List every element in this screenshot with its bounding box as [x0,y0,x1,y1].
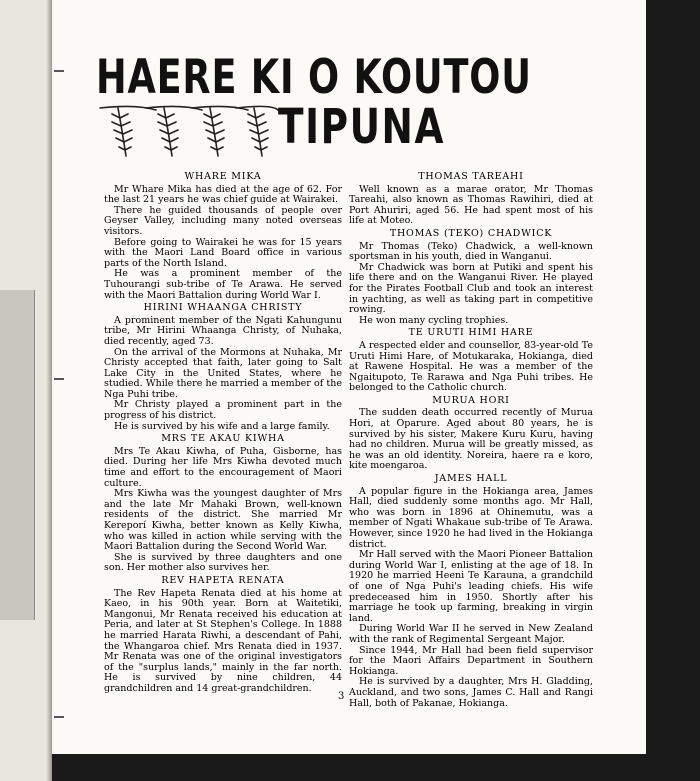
fern-decoration-icon [96,100,281,160]
binding-mark [54,378,64,380]
obituary-hirini-whaanga-christy [104,303,342,432]
obituary-paragraph: Before going to Wairakei he was for 15 years with the Maori Land Board office in various parts of the North Island. [104,236,342,269]
obituary-paragraph: There he guided thousands of people over Geyser Valley, including many noted overseas visitors. [104,204,342,237]
obituary-mrs-te-akau-kiwha [104,434,342,574]
obituary-paragraph: Mrs Kiwha was the youngest daughter of Mrs and the late Mr Mahaki Brown, well-known residents of the district. She married Mr Kereporí Kiwha, better known as Kelly Kiwha, who was killed in action while serving with the Maori Battalion during the Second World War. [104,488,342,553]
obituary-paragraph: During World War II he served in New Zealand with the rank of Regimental Sergeant Major. [349,623,593,645]
obituary-paragraph: Well known as a marae orator, Mr Thomas Tareahi, also known as Thomas Rawihiri, died at Port Ahuriri, aged 56. He had spent most of his life at Moteo. [349,183,593,227]
obituary-heading: MURUA HORI [432,394,510,406]
obituary-murua-hori [349,396,593,472]
obituary-te-uruti-himi-hare [349,328,593,394]
obituary-paragraph: The Rev Hapeta Renata died at his home at Kaeo, in his 90th year. Born at Waitetiki, Mangonui, Mr Renata received his education at Peria, and later at St Stephen's College. In 1888 he married Harata Riwhi, a descendant of Pahi, the Whangaroa chief. Mrs Renata died in 1937. Mr Renata was one of the original investigators of the "surplus lands," mainly in the far north. He is survived by nine children, 44 grandchildren and 14 great-grandchildren. [104,587,342,694]
obituary-heading: WHARE MIKA [184,171,262,182]
page-number: 3 [338,691,345,702]
obituary-paragraph: Mr Hall served with the Maori Pioneer Battalion during World War I, enlisting at the age of 18. In 1920 he married Heeni Te Karauna, a grandchild of one of Nga Puhi's leading chiefs. His wife predeceased him in 1950. Shortly after his marriage he took up farming, breaking in virgin land. [349,549,593,624]
obituary-paragraph: He won many cycling trophies. [359,314,509,326]
obituary-rev-hapeta-renata [104,576,342,695]
obituary-heading: THOMAS TAREAHI [418,171,524,182]
obituary-paragraph: The sudden death occurred recently of Murua Hori, at Oparure. Aged about 80 years, he is survived by his sister, Makere Kuru Kuru, having had no children. Murua will be greatly missed, as he was an old identity. Noreira, haere ra e koro, kite moengaroa. [349,407,593,472]
facing-page-photo-edge [0,290,35,620]
obituary-heading: REV HAPETA RENATA [161,574,285,586]
column-right [349,170,593,709]
obituary-james-hall [349,474,593,709]
obituary-paragraph: Since 1944, Mr Hall had been field supervisor for the Maori Affairs Department in Southern Hokianga. [349,644,593,677]
page-title-line-2: TIPUNA [278,99,445,155]
page-title-line-1: HAERE KI O KOUTOU [96,50,532,105]
obituary-paragraph: Mr Thomas (Teko) Chadwick, a well-known sportsman in his youth, died in Wanganui. [349,240,593,263]
obituary-paragraph: He is survived by his wife and a large family. [114,420,330,432]
obituary-thomas-tareahi [349,172,593,227]
binding-mark [54,716,64,718]
facing-page-edge [0,0,52,781]
obituary-paragraph: He is survived by a daughter, Mrs H. Gladding, Auckland, and two sons, James C. Hall and Rangi Hall, both of Pakanae, Hokianga. [349,676,593,709]
obituary-paragraph: He was a prominent member of the Tuhourangi sub-tribe of Te Arawa. He served with the Maori Battalion during World War I. [104,268,342,301]
obituary-heading: TE URUTI HIMI HARE [408,327,534,339]
binding-mark [54,70,64,72]
obituary-paragraph: Mr Whare Mika has died at the age of 62. For the last 21 years he was chief guide at Wairakei. [104,183,342,206]
obituary-paragraph: On the arrival of the Mormons at Nuhaka, Mr Christy accepted that faith, later going to Salt Lake City in the United States, where he studied. While there he married a member of the Nga Puhi tribe. [104,346,342,400]
column-left [104,170,342,695]
obituary-paragraph: A prominent member of the Ngati Kahungunu tribe, Mr Hirini Whaanga Christy, of Nuhaka, died recently, aged 73. [104,314,342,347]
obituary-whare-mika [104,172,342,301]
obituary-heading: JAMES HALL [434,473,508,485]
obituary-paragraph: Mr Christy played a prominent part in the progress of his district. [104,399,342,422]
obituary-paragraph: She is survived by three daughters and one son. Her mother also survives her. [104,551,342,574]
obituary-heading: THOMAS (TEKO) CHADWICK [389,227,553,239]
obituary-heading: HIRINI WHAANGA CHRISTY [143,302,303,314]
obituary-paragraph: A respected elder and counsellor, 83-year-old Te Uruti Himi Hare, of Motukaraka, Hokianga, died at Rawene Hospital. He was a member of the Ngaitupoto, Te Rarawa and Nga Puhi tribes. He belonged to the Catholic church. [349,339,593,394]
obituary-paragraph: Mr Chadwick was born at Putiki and spent his life there and on the Wanganui River. He played for the Pirates Football Club and took an interest in yachting, as well as taking part in competitive rowing. [349,261,593,316]
obituary-heading: MRS TE AKAU KIWHA [161,433,285,445]
obituary-thomas-teko-chadwick [349,229,593,326]
obituary-paragraph: Mrs Te Akau Kiwha, of Puha, Gisborne, has died. During her life Mrs Kiwha devoted much time and effort to the encouragement of Maori culture. [104,445,342,489]
obituary-paragraph: A popular figure in the Hokianga area, James Hall, died suddenly some months ago. Mr Hall, who was born in 1896 at Ohinemutu, was a member of Ngati Whakaue sub-tribe of Te Arawa. However, since 1920 he had lived in the Hokianga district. [349,485,593,550]
